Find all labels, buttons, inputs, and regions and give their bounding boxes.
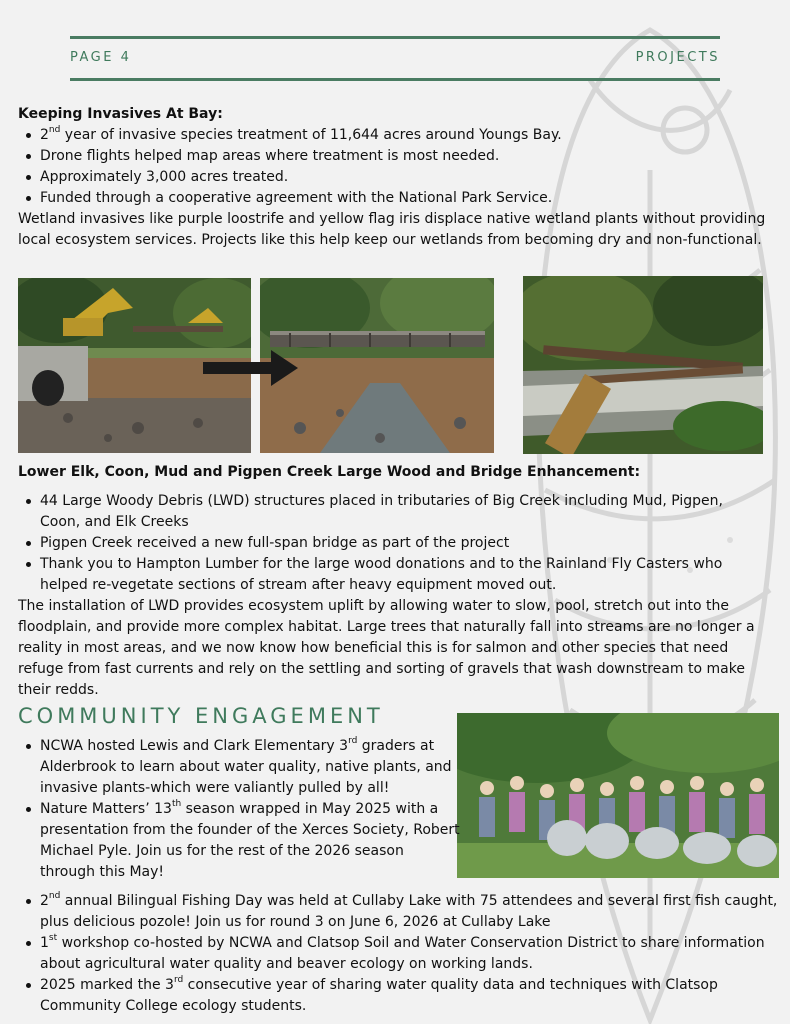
invasives-section <box>18 104 773 251</box>
list-item: Pigpen Creek received a new full-span bridge as part of the project <box>40 533 743 554</box>
list-item: 1st workshop co-hosted by NCWA and Clatsop Soil and Water Conservation District to share information about agricultural water quality and beaver ecology on working lands. <box>40 933 778 975</box>
header-bottom-rule <box>70 78 720 81</box>
list-item: 2nd year of invasive species treatment of 11,644 acres around Youngs Bay. <box>40 125 773 146</box>
lwd-section <box>18 462 773 701</box>
lwd-paragraph: The installation of LWD provides ecosystem uplift by allowing water to slow, pool, stretch out into the floodplain, and provide more complex habitat. Large trees that naturally fall into streams are no longer a reality in most areas, and we now know how beneficial this is for salmon and other species that need refuge from fast currents and rely on the settling and sorting of gravels that wash downstream to make their redds. <box>18 598 755 698</box>
section-label: PROJECTS <box>635 50 720 65</box>
community-bullets <box>18 736 778 1017</box>
list-item: 44 Large Woody Debris (LWD) structures placed in tributaries of Big Creek including Mud, Pigpen, Coon, and Elk Creeks <box>40 491 743 533</box>
list-item: Nature Matters’ 13th season wrapped in May 2025 with a presentation from the founder of the Xerces Society, Robert Michael Pyle. Join us for the rest of the 2026 season through this May! <box>40 799 460 883</box>
list-item: NCWA hosted Lewis and Clark Elementary 3rd graders at Alderbrook to learn about water quality, native plants, and invasive plants-which were valiantly pulled by all! <box>40 736 460 799</box>
lwd-bullets <box>18 491 743 596</box>
community-title: COMMUNITY ENGAGEMENT <box>18 704 384 728</box>
list-item: Drone flights helped map areas where treatment is most needed. <box>40 146 773 167</box>
list-item: 2nd annual Bilingual Fishing Day was held at Cullaby Lake with 75 attendees and several first fish caught, plus delicious pozole! Join us for round 3 on June 6, 2026 at Cullaby Lake <box>40 891 778 933</box>
list-item: Approximately 3,000 acres treated. <box>40 167 773 188</box>
invasives-bullets <box>18 125 773 209</box>
list-item: 2025 marked the 3rd consecutive year of sharing water quality data and techniques with Clatsop Community College ecology students. <box>40 975 778 1017</box>
logs-in-stream-photo <box>523 276 763 454</box>
arrow-right-icon <box>203 350 298 386</box>
header-top-rule <box>70 36 720 39</box>
list-item: Funded through a cooperative agreement with the National Park Service. <box>40 188 773 209</box>
invasives-title: Keeping Invasives At Bay: <box>18 106 223 122</box>
lwd-title: Lower Elk, Coon, Mud and Pigpen Creek Large Wood and Bridge Enhancement: <box>18 464 641 480</box>
list-item: Thank you to Hampton Lumber for the large wood donations and to the Rainland Fly Casters who helped re-vegetate sections of stream after heavy equipment moved out. <box>40 554 743 596</box>
community-section <box>18 736 778 1017</box>
invasives-paragraph: Wetland invasives like purple loostrife and yellow flag iris displace native wetland plants without providing local ecosystem services. Projects like this help keep our wetlands from becoming dry and non-functional. <box>18 211 766 248</box>
page-number: PAGE 4 <box>70 50 132 65</box>
